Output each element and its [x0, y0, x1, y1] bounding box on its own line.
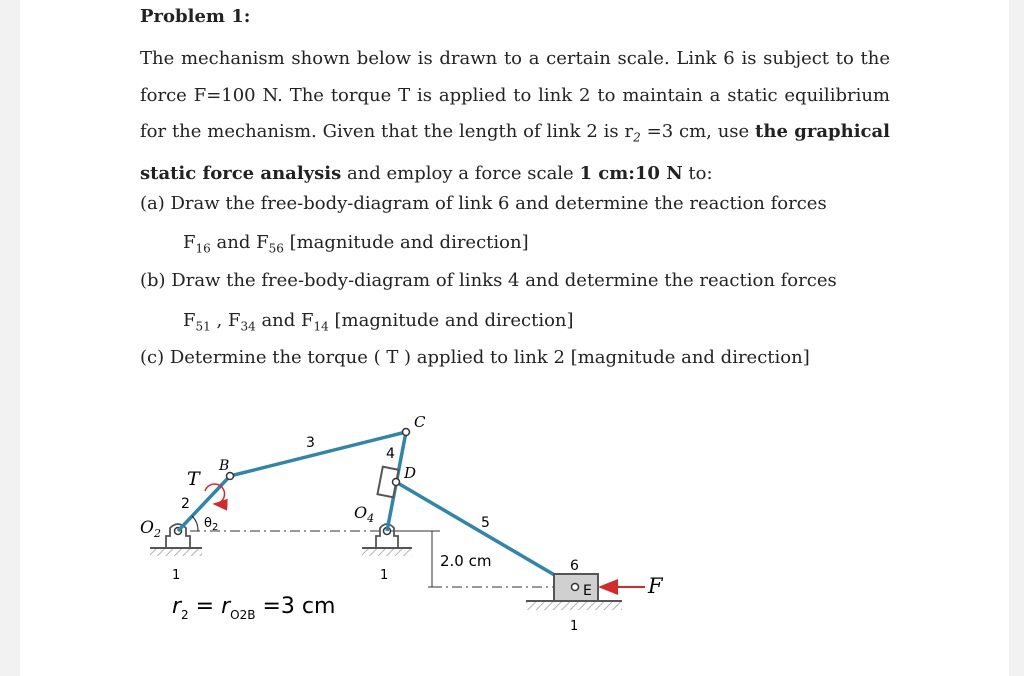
label-b: B	[219, 458, 230, 474]
f14-and: and F	[255, 310, 314, 331]
link-3	[230, 432, 406, 476]
ground-slider	[526, 601, 622, 610]
part-a: (a) Draw the free-body-diagram of link 6 and determine the reaction forces	[140, 193, 827, 214]
f56-and: and F	[210, 232, 269, 253]
f34-sub: 34	[240, 319, 256, 334]
link-5	[396, 482, 575, 587]
label-link-6: 6	[570, 558, 579, 574]
label-o4: $O_4$	[354, 503, 375, 525]
f51-sub: 51	[195, 319, 211, 334]
f51-f: F	[183, 310, 196, 331]
pin-e	[572, 584, 579, 591]
f14-sub: 14	[313, 319, 329, 334]
intro-bold-scale: 1 cm:10 N	[579, 163, 683, 185]
f56-sub: 56	[268, 241, 284, 256]
problem-title: Problem 1:	[140, 6, 251, 27]
label-theta: $\theta_2$	[204, 516, 219, 533]
part-b-note: [magnitude and direction]	[328, 310, 574, 331]
label-o2: $O_2$	[140, 518, 161, 540]
part-a-note: [magnitude and direction]	[283, 232, 529, 253]
label-d: D	[404, 464, 417, 482]
pin-d	[393, 479, 400, 486]
label-link-3: 3	[306, 435, 315, 451]
label-c: C	[414, 413, 426, 431]
intro-text-1: The mechanism shown below is drawn to a certain scale. Link 6 is subject to the force F=100 N. The torque T is applied to link 2 to maintain a static equilibrium for the mechanism. Given that the length of link 2 is r	[140, 48, 890, 142]
f16-sub: 16	[195, 241, 211, 256]
label-ground-1-mid: 1	[380, 568, 389, 583]
intro-text-2: =3 cm, use	[640, 121, 756, 142]
part-c: (c) Determine the torque ( T ) applied to link 2 [magnitude and direction]	[140, 347, 810, 368]
label-f: F	[648, 574, 663, 598]
intro-text-3: and employ a force scale	[341, 163, 580, 185]
label-ground-1-right: 1	[570, 619, 579, 634]
part-b: (b) Draw the free-body-diagram of links 4 and determine the reaction forces	[140, 270, 837, 291]
theta-arc	[192, 516, 198, 531]
label-link-2: 2	[181, 496, 190, 512]
f16-f: F	[183, 232, 196, 253]
label-link-4: 4	[386, 446, 395, 462]
pin-c	[403, 429, 410, 436]
label-e: E	[583, 583, 592, 599]
intro-r-sub: 2	[633, 130, 641, 145]
label-dimension: 2.0 cm	[440, 552, 492, 570]
label-link-5: 5	[481, 515, 490, 531]
label-torque-t: T	[187, 468, 200, 490]
label-r-equation: $r_2 = r_{O2B} =3$ cm	[172, 594, 336, 622]
label-ground-1-left: 1	[172, 568, 181, 583]
intro-bold-method: the graphical static force analysis	[140, 121, 890, 185]
intro-text-4: to:	[682, 163, 713, 185]
f34-sep: , F	[210, 310, 241, 331]
